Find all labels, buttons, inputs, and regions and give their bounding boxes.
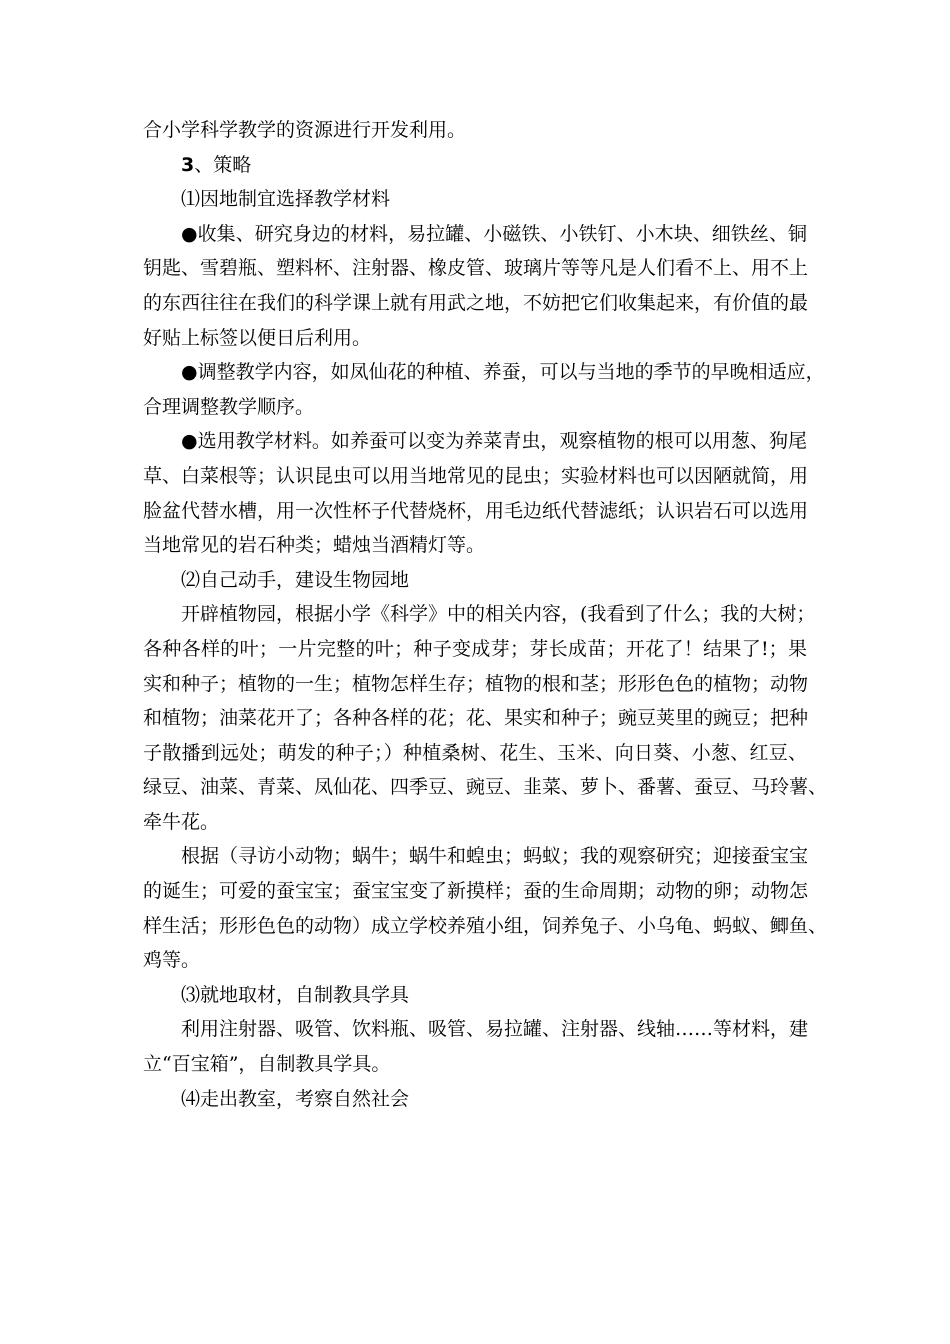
text-line: 根据（寻访小动物；蜗牛；蜗牛和蝗虫；蚂蚁；我的观察研究；迎接蚕宝宝 xyxy=(181,845,809,868)
section-number: 3 xyxy=(181,153,195,176)
section-heading xyxy=(143,148,807,183)
text-line: 和植物；油菜花开了；各种各样的花；花、果实和种子；豌豆荚里的豌豆；把种 xyxy=(143,707,809,730)
text-line: 牵牛花。 xyxy=(143,810,220,833)
text-line: 立“百宝箱”，自制教具学具。 xyxy=(143,1053,391,1076)
text-line: ⑷走出教室，考察自然社会 xyxy=(181,1087,410,1110)
text-line: 子散播到远处；萌发的种子；）种植桑树、花生、玉米、向日葵、小葱、红豆、 xyxy=(143,741,807,764)
text-line: 钥匙、雪碧瓶、塑料杯、注射器、橡皮管、玻璃片等等凡是人们看不上、用不上 xyxy=(143,257,809,280)
text-line: 样生活；形形色色的动物）成立学校养殖小组，饲养兔子、小乌龟、蚂蚁、鲫鱼、 xyxy=(143,914,828,937)
text-line: 利用注射器、吸管、饮料瓶、吸管、易拉罐、注射器、线轴……等材料，建 xyxy=(181,1018,809,1041)
text-line: 绿豆、油菜、青菜、凤仙花、四季豆、豌豆、韭菜、萝卜、番薯、蚕豆、马玲薯、 xyxy=(143,776,828,799)
text-line: 各种各样的叶；一片完整的叶；种子变成芽；芽长成苗；开花了！结果了!；果 xyxy=(143,637,807,660)
text-line: ●调整教学内容，如凤仙花的种植、养蚕，可以与当地的季节的早晚相适应， xyxy=(181,361,825,384)
text-line: 开辟植物园，根据小学《科学》中的相关内容，(我看到了什么；我的大树； xyxy=(181,603,816,626)
text-line: 的东西往往在我们的科学课上就有用武之地，不妨把它们收集起来，有价值的最 xyxy=(143,291,809,314)
document-page xyxy=(143,113,828,1116)
text-line: 实和种子；植物的一生；植物怎样生存；植物的根和茎；形形色色的植物；动物 xyxy=(143,672,809,695)
text-line: ⑵自己动手，建设生物园地 xyxy=(181,568,410,591)
text-line: 合理调整教学顺序。 xyxy=(143,395,315,418)
text-line: 鸡等。 xyxy=(143,949,201,972)
text-line: 合小学科学教学的资源进行开发利用。 xyxy=(143,119,467,141)
text-line: 好贴上标签以便日后利用。 xyxy=(143,326,372,349)
text-line: ●选用教学材料。如养蚕可以变为养菜青虫，观察植物的根可以用葱、狗尾 xyxy=(181,430,807,453)
text-line: 当地常见的岩石种类；蜡烛当酒精灯等。 xyxy=(143,534,486,557)
section-label: 、策略 xyxy=(194,153,252,176)
text-line: ⑴因地制宜选择教学材料 xyxy=(181,188,391,211)
text-line: 脸盆代替水槽，用一次性杯子代替烧杯，用毛边纸代替滤纸；认识岩石可以选用 xyxy=(143,499,809,522)
text-line: 的诞生；可爱的蚕宝宝；蚕宝宝变了新摸样；蚕的生命周期；动物的卵；动物怎 xyxy=(143,880,809,903)
text-line: ⑶就地取材，自制教具学具 xyxy=(181,983,410,1006)
text-line: 草、白菜根等；认识昆虫可以用当地常见的昆虫；实验材料也可以因陋就简，用 xyxy=(143,464,809,487)
text-line: ●收集、研究身边的材料，易拉罐、小磁铁、小铁钉、小木块、细铁丝、铜 xyxy=(181,222,807,245)
